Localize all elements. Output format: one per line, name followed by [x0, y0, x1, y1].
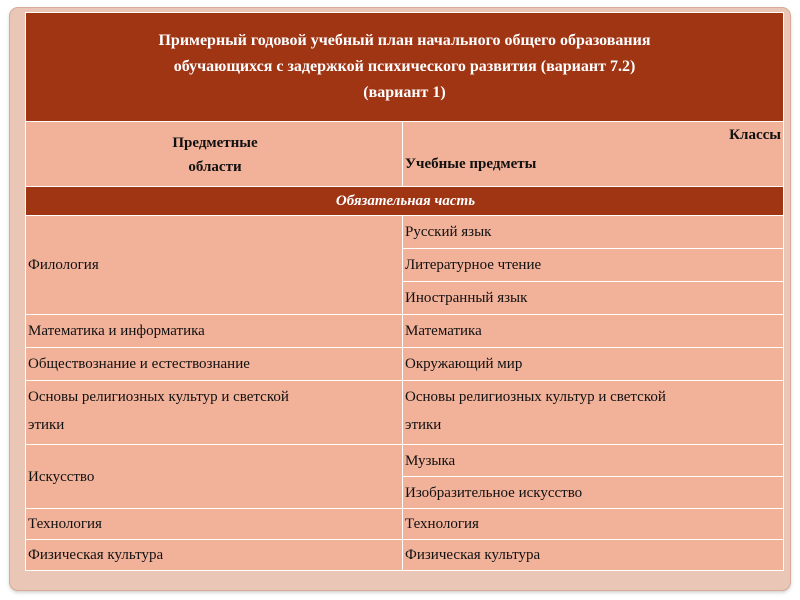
area-math: Математика и информатика — [26, 315, 403, 348]
subject-world-around: Окружающий мир — [403, 348, 784, 381]
table-row — [26, 216, 784, 249]
subject-literary-reading: Литературное чтение — [403, 249, 784, 282]
area-social: Обществознание и естествознание — [26, 348, 403, 381]
table-row — [26, 540, 784, 571]
area-philology: Филология — [26, 216, 403, 315]
header-areas-line-2: области — [188, 159, 242, 175]
subject-religion — [403, 381, 784, 445]
table-row — [26, 445, 784, 477]
header-subjects: Учебные предметы — [405, 156, 537, 172]
table-row — [26, 381, 784, 445]
header-classes: Классы — [729, 127, 781, 143]
area-religion-line-2: этики — [28, 417, 65, 433]
header-row — [26, 122, 784, 187]
header-areas — [26, 122, 403, 187]
area-pe: Физическая культура — [26, 540, 403, 571]
subject-russian: Русский язык — [403, 216, 784, 249]
title-line-2: обучающихся с задержкой психического развития (вариант 7.2) — [173, 58, 636, 75]
header-subjects-cell — [403, 122, 784, 187]
table-row — [26, 315, 784, 348]
subject-foreign-language: Иностранный язык — [403, 282, 784, 315]
subject-religion-line-2: этики — [405, 417, 442, 433]
subject-religion-line-1: Основы религиозных культур и светской — [405, 389, 666, 405]
subject-music: Музыка — [403, 445, 784, 477]
area-technology: Технология — [26, 509, 403, 540]
area-religion-line-1: Основы религиозных культур и светской — [28, 389, 289, 405]
title-line-1: Примерный годовой учебный план начального общего образования — [158, 32, 651, 49]
table-title-row — [26, 13, 784, 122]
area-art: Искусство — [26, 445, 403, 509]
subject-math: Математика — [403, 315, 784, 348]
table-row — [26, 348, 784, 381]
section-title: Обязательная часть — [26, 187, 784, 216]
title-line-3: (вариант 1) — [363, 84, 446, 101]
table-row — [26, 509, 784, 540]
area-religion — [26, 381, 403, 445]
table-title — [26, 13, 784, 122]
subject-technology: Технология — [403, 509, 784, 540]
section-row — [26, 187, 784, 216]
subject-pe: Физическая культура — [403, 540, 784, 571]
header-areas-line-1: Предметные — [172, 135, 258, 151]
subject-fine-art: Изобразительное искусство — [403, 477, 784, 509]
curriculum-table — [25, 12, 784, 571]
